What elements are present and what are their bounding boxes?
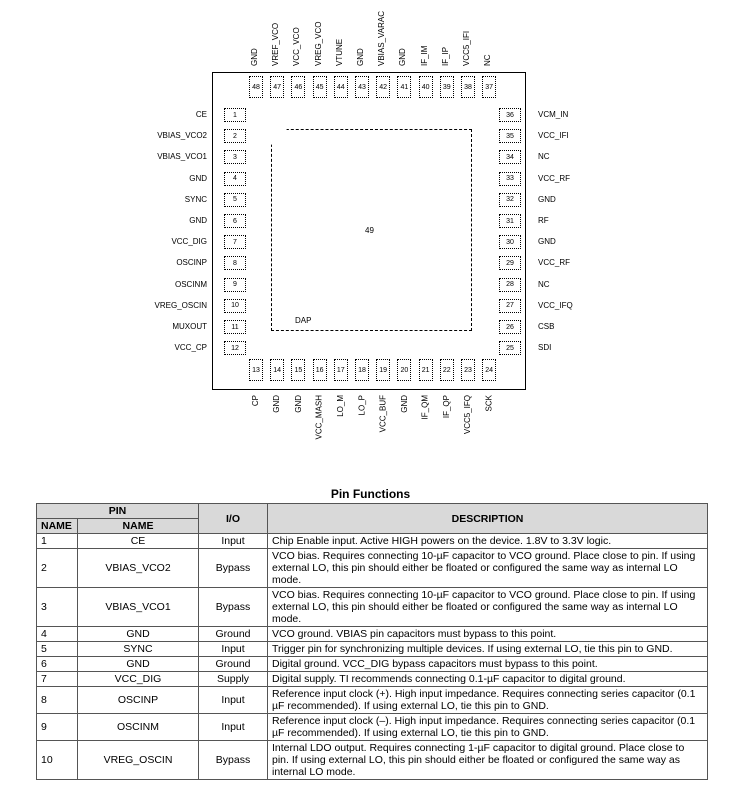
pin-number-cell: 6 bbox=[37, 657, 78, 672]
pin-pad-25: 25 bbox=[499, 341, 521, 355]
pin-name-cell: SYNC bbox=[78, 642, 199, 657]
pin-label-35: VCC_IFI bbox=[538, 131, 569, 141]
pin-pad-22: 22 bbox=[440, 359, 454, 381]
pin-pad-23: 23 bbox=[461, 359, 475, 381]
pin-number-cell: 10 bbox=[37, 741, 78, 780]
pin-label-8: OSCINP bbox=[176, 258, 207, 268]
dap-label: DAP bbox=[295, 316, 312, 325]
pin-pad-46: 46 bbox=[291, 76, 305, 98]
pin-label-15: GND bbox=[293, 395, 303, 413]
pin-name-cell: VBIAS_VCO1 bbox=[78, 588, 199, 627]
pin-label-36: VCM_IN bbox=[538, 110, 569, 119]
pin-pad-7: 7 bbox=[224, 235, 246, 249]
pin-name-cell: OSCINM bbox=[78, 714, 199, 741]
pin-pad-12: 12 bbox=[224, 341, 246, 355]
pin-pad-29: 29 bbox=[499, 256, 521, 270]
pin-pad-8: 8 bbox=[224, 256, 246, 270]
pin-label-28: NC bbox=[538, 279, 550, 289]
pin-pad-11: 11 bbox=[224, 320, 246, 334]
pin-pad-48: 48 bbox=[249, 76, 263, 98]
pin-description-cell: Digital ground. VCC_DIG bypass capacitors must bypass to this point. bbox=[268, 657, 708, 672]
pin-pad-44: 44 bbox=[334, 76, 348, 98]
pin-description-cell: Trigger pin for synchronizing multiple devices. If using external LO, tie this pin to GND. bbox=[268, 642, 708, 657]
table-row bbox=[37, 627, 708, 642]
pin-pad-36: 36 bbox=[499, 108, 521, 122]
pin-label-3: VBIAS_VCO1 bbox=[157, 152, 207, 162]
pin-label-18: LO_P bbox=[357, 395, 366, 416]
pin-number-cell: 7 bbox=[37, 672, 78, 687]
pin-pad-39: 39 bbox=[440, 76, 454, 98]
pin-label-41: GND bbox=[398, 48, 408, 66]
pin-number-cell: 1 bbox=[37, 534, 78, 549]
pin-io-cell: Bypass bbox=[199, 549, 268, 588]
pin-pad-6: 6 bbox=[224, 214, 246, 228]
pin-label-46: VCC_VCO bbox=[292, 27, 302, 66]
pin-pad-34: 34 bbox=[499, 150, 521, 164]
pin-number-cell: 2 bbox=[37, 549, 78, 588]
header-description: DESCRIPTION bbox=[268, 504, 708, 534]
dap-number: 49 bbox=[365, 226, 374, 235]
pin-io-cell: Input bbox=[199, 687, 268, 714]
pin-name-cell: CE bbox=[78, 534, 199, 549]
pin-description-cell: VCO bias. Requires connecting 10-µF capacitor to VCO ground. Place close to pin. If using external LO, this pin should either be floated or configured the same way as internal LO mode. bbox=[268, 588, 708, 627]
pin-pad-33: 33 bbox=[499, 172, 521, 186]
pin-label-37: NC bbox=[483, 54, 493, 66]
table-row bbox=[37, 741, 708, 780]
pin-label-34: NC bbox=[538, 152, 550, 162]
pin-pad-5: 5 bbox=[224, 193, 246, 207]
pin-name-cell: GND bbox=[78, 627, 199, 642]
pin-label-43: GND bbox=[356, 48, 365, 66]
pin-io-cell: Input bbox=[199, 714, 268, 741]
pin-label-17: LO_M bbox=[335, 395, 345, 417]
pin-io-cell: Bypass bbox=[199, 588, 268, 627]
table-row bbox=[37, 588, 708, 627]
pin-label-12: VCC_CP bbox=[174, 343, 207, 353]
pin-label-29: VCC_RF bbox=[538, 258, 571, 268]
pin-number-cell: 3 bbox=[37, 588, 78, 627]
pin-label-5: SYNC bbox=[184, 194, 207, 204]
pin-label-7: VCC_DIG bbox=[171, 237, 207, 247]
pin-pad-24: 24 bbox=[482, 359, 496, 381]
header-number: NAME bbox=[37, 519, 78, 534]
pin-label-19: VCC_BUF bbox=[378, 395, 388, 433]
pin-description-cell: VCO ground. VBIAS pin capacitors must bypass to this point. bbox=[268, 627, 708, 642]
pin-name-cell: VREG_OSCIN bbox=[78, 741, 199, 780]
pin-io-cell: Bypass bbox=[199, 741, 268, 780]
pin-label-25: SDI bbox=[538, 343, 552, 353]
table-row bbox=[37, 534, 708, 549]
pin-label-4: GND bbox=[189, 173, 207, 183]
pin-label-13: CP bbox=[251, 395, 260, 407]
pin-io-cell: Ground bbox=[199, 627, 268, 642]
header-name: NAME bbox=[78, 519, 199, 534]
pin-io-cell: Input bbox=[199, 534, 268, 549]
pin-label-42: VBIAS_VARAC bbox=[377, 11, 387, 66]
pin-description-cell: Internal LDO output. Requires connecting 1-µF capacitor to digital ground. Place close to pin. If using external LO, this pin should either be floated or configured the same way as internal LO mode. bbox=[268, 741, 708, 780]
pin-label-48: GND bbox=[250, 48, 259, 66]
pin-pad-27: 27 bbox=[499, 299, 521, 313]
pin-description-cell: Reference input clock (–). High input impedance. Requires connecting series capacitor (0.1 µF recommended). If using external LO, tie this pin to GND. bbox=[268, 714, 708, 741]
table-row bbox=[37, 714, 708, 741]
pin-label-27: VCC_IFQ bbox=[538, 300, 573, 310]
pin-pad-15: 15 bbox=[291, 359, 305, 381]
pin-label-24: SCK bbox=[484, 395, 494, 412]
pin-io-cell: Supply bbox=[199, 672, 268, 687]
pin-pad-10: 10 bbox=[224, 299, 246, 313]
pin-pad-4: 4 bbox=[224, 172, 246, 186]
pin-label-31: RF bbox=[538, 216, 549, 225]
pin-description-cell: Reference input clock (+). High input impedance. Requires connecting series capacitor (0.1 µF recommended). If using external LO, tie this pin to GND. bbox=[268, 687, 708, 714]
pin-pad-45: 45 bbox=[313, 76, 327, 98]
pin-label-20: GND bbox=[399, 395, 409, 413]
pin-description-cell: Digital supply. TI recommends connecting 0.1-µF capacitor to digital ground. bbox=[268, 672, 708, 687]
pin-pad-31: 31 bbox=[499, 214, 521, 228]
pin-pad-17: 17 bbox=[334, 359, 348, 381]
table-row bbox=[37, 642, 708, 657]
pin-label-2: VBIAS_VCO2 bbox=[157, 131, 207, 141]
pin-pad-26: 26 bbox=[499, 320, 521, 334]
pin-label-6: GND bbox=[189, 216, 207, 225]
pin-label-40: IF_IM bbox=[419, 45, 429, 66]
pin-name-cell: VBIAS_VCO2 bbox=[78, 549, 199, 588]
pin-pad-37: 37 bbox=[482, 76, 496, 98]
header-pin: PIN bbox=[37, 504, 199, 519]
pin-number-cell: 8 bbox=[37, 687, 78, 714]
table-row bbox=[37, 687, 708, 714]
pin-number-cell: 4 bbox=[37, 627, 78, 642]
pin-pad-32: 32 bbox=[499, 193, 521, 207]
pin-description-cell: VCO bias. Requires connecting 10-µF capacitor to VCO ground. Place close to pin. If using external LO, this pin should either be floated or configured the same way as internal LO mode. bbox=[268, 549, 708, 588]
pin-label-23: VCC5_IFQ bbox=[463, 395, 472, 435]
pin-name-cell: VCC_DIG bbox=[78, 672, 199, 687]
pin-pad-30: 30 bbox=[499, 235, 521, 249]
pin-label-45: VREG_VCO bbox=[313, 21, 323, 66]
pin-label-33: VCC_RF bbox=[538, 173, 571, 183]
pin-description-cell: Chip Enable input. Active HIGH powers on the device. 1.8V to 3.3V logic. bbox=[268, 534, 708, 549]
pin-pad-9: 9 bbox=[224, 278, 246, 292]
table-title: Pin Functions bbox=[330, 487, 411, 501]
pin-label-30: GND bbox=[538, 237, 556, 247]
pin-label-11: MUXOUT bbox=[172, 322, 207, 331]
pin-pad-2: 2 bbox=[224, 129, 246, 143]
pin-name-cell: GND bbox=[78, 657, 199, 672]
pin-label-47: VREF_VCO bbox=[271, 22, 281, 66]
pin-label-10: VREG_OSCIN bbox=[154, 300, 207, 310]
pin-label-21: IF_QM bbox=[420, 395, 430, 420]
pin-pad-16: 16 bbox=[313, 359, 327, 381]
pin-pad-18: 18 bbox=[355, 359, 369, 381]
pin-pad-41: 41 bbox=[397, 76, 411, 98]
pin-pad-1: 1 bbox=[224, 108, 246, 122]
pin-pad-13: 13 bbox=[249, 359, 263, 381]
pin-pad-35: 35 bbox=[499, 129, 521, 143]
pin-pad-43: 43 bbox=[355, 76, 369, 98]
table-row bbox=[37, 549, 708, 588]
pin-label-39: IF_IP bbox=[440, 46, 450, 66]
pin-label-44: VTUNE bbox=[334, 38, 344, 66]
pin-pad-20: 20 bbox=[397, 359, 411, 381]
pin-pad-42: 42 bbox=[376, 76, 390, 98]
pin-io-cell: Input bbox=[199, 642, 268, 657]
pin-io-cell: Ground bbox=[199, 657, 268, 672]
pin-label-38: VCC5_IFI bbox=[462, 30, 471, 66]
pin-label-14: GND bbox=[272, 395, 282, 413]
table-row bbox=[37, 672, 708, 687]
pin-pad-40: 40 bbox=[419, 76, 433, 98]
table-row bbox=[37, 657, 708, 672]
pin-label-16: VCC_MASH bbox=[314, 395, 324, 440]
pin-label-22: IF_QP bbox=[441, 395, 451, 419]
pin-pad-38: 38 bbox=[461, 76, 475, 98]
header-io: I/O bbox=[199, 504, 268, 534]
pin-pad-21: 21 bbox=[419, 359, 433, 381]
pin-number-cell: 9 bbox=[37, 714, 78, 741]
pin-label-32: GND bbox=[538, 194, 556, 204]
pin-label-26: CSB bbox=[538, 322, 555, 331]
pin-name-cell: OSCINP bbox=[78, 687, 199, 714]
pin-pad-47: 47 bbox=[270, 76, 284, 98]
pin-label-1: CE bbox=[195, 110, 207, 119]
pin-pad-14: 14 bbox=[270, 359, 284, 381]
pin-number-cell: 5 bbox=[37, 642, 78, 657]
pin-pad-3: 3 bbox=[224, 150, 246, 164]
pin-label-9: OSCINM bbox=[175, 279, 207, 289]
pin-pad-19: 19 bbox=[376, 359, 390, 381]
pin-functions-table bbox=[36, 503, 708, 780]
pin-pad-28: 28 bbox=[499, 278, 521, 292]
